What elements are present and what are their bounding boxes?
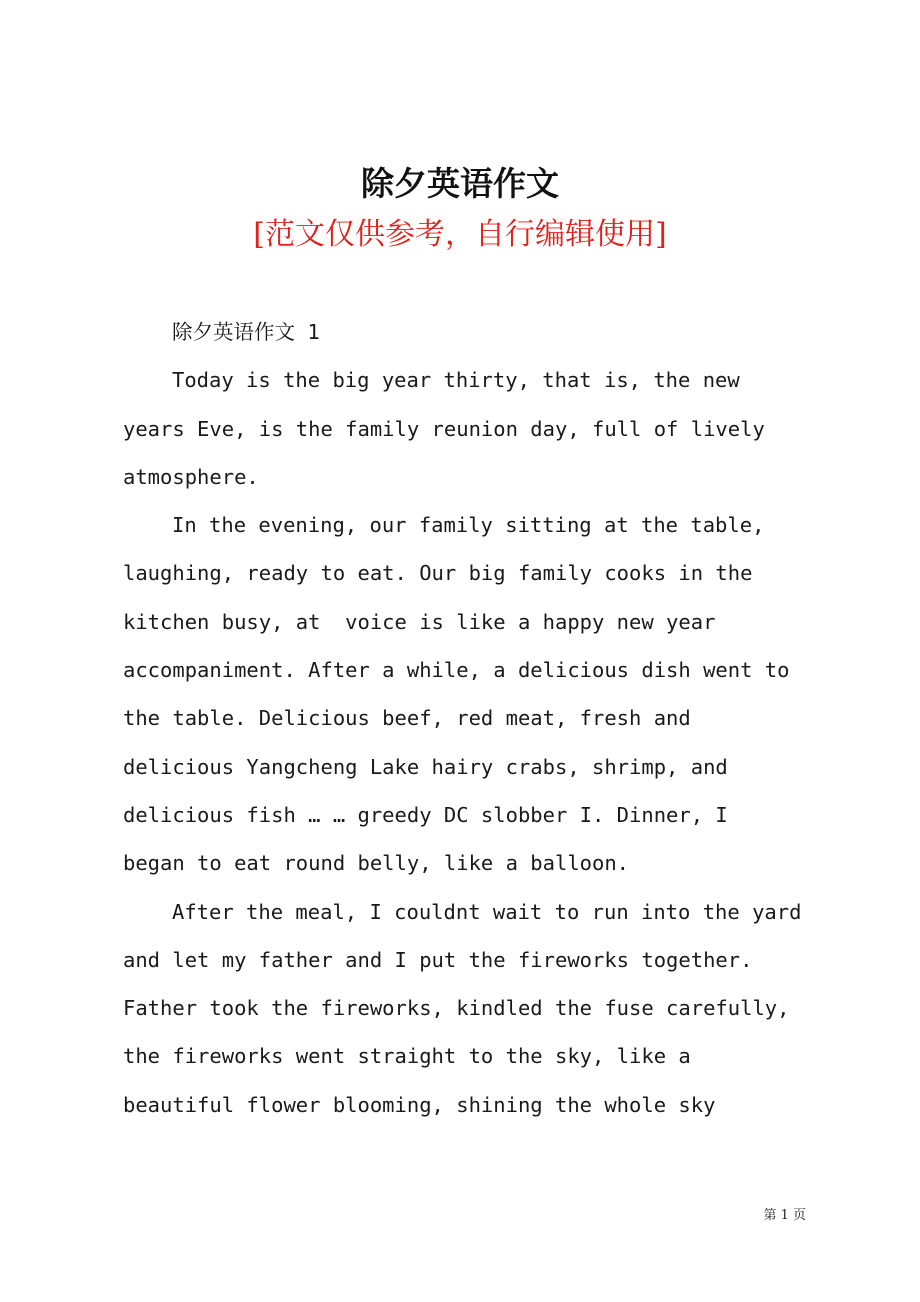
paragraph-line: began to eat round belly, like a balloon. [123,851,630,876]
section-heading: 除夕英语作文 1 [172,320,320,344]
paragraph-line: atmosphere. [123,464,259,489]
document-body [123,308,813,1129]
paragraph-line: In the evening, our family sitting at the table, [172,513,765,538]
paragraph-line: kitchen busy, at voice is like a happy new year [123,609,716,634]
document-subtitle: [范文仅供参考，自行编辑使用] [253,217,667,252]
paragraph-line: Today is the big year thirty, that is, the new [172,368,740,393]
paragraph-line: Father took the fireworks, kindled the fuse carefully, [123,996,790,1021]
paragraph-line: the table. Delicious beef, red meat, fresh and [123,706,691,731]
paragraph-line: laughing, ready to eat. Our big family cooks in the [123,561,753,586]
paragraph-1 [123,356,813,501]
document-title: 除夕英语作文 [361,164,559,203]
paragraph-line: delicious fish … … greedy DC slobber I. Dinner, I [123,802,728,827]
paragraph-line: After the meal, I couldnt wait to run into the yard [172,899,802,924]
paragraph-3 [123,888,813,1129]
paragraph-line: the fireworks went straight to the sky, like a [123,1044,691,1069]
paragraph-line: delicious Yangcheng Lake hairy crabs, shrimp, and [123,754,728,779]
page-number: 第 1 页 [763,1208,806,1223]
paragraph-line: beautiful flower blooming, shining the whole sky [123,1092,716,1117]
paragraph-2 [123,501,813,887]
paragraph-line: years Eve, is the family reunion day, full of lively [123,416,765,441]
paragraph-line: and let my father and I put the fireworks together. [123,947,753,972]
paragraph-line: accompaniment. After a while, a delicious dish went to [123,658,790,683]
